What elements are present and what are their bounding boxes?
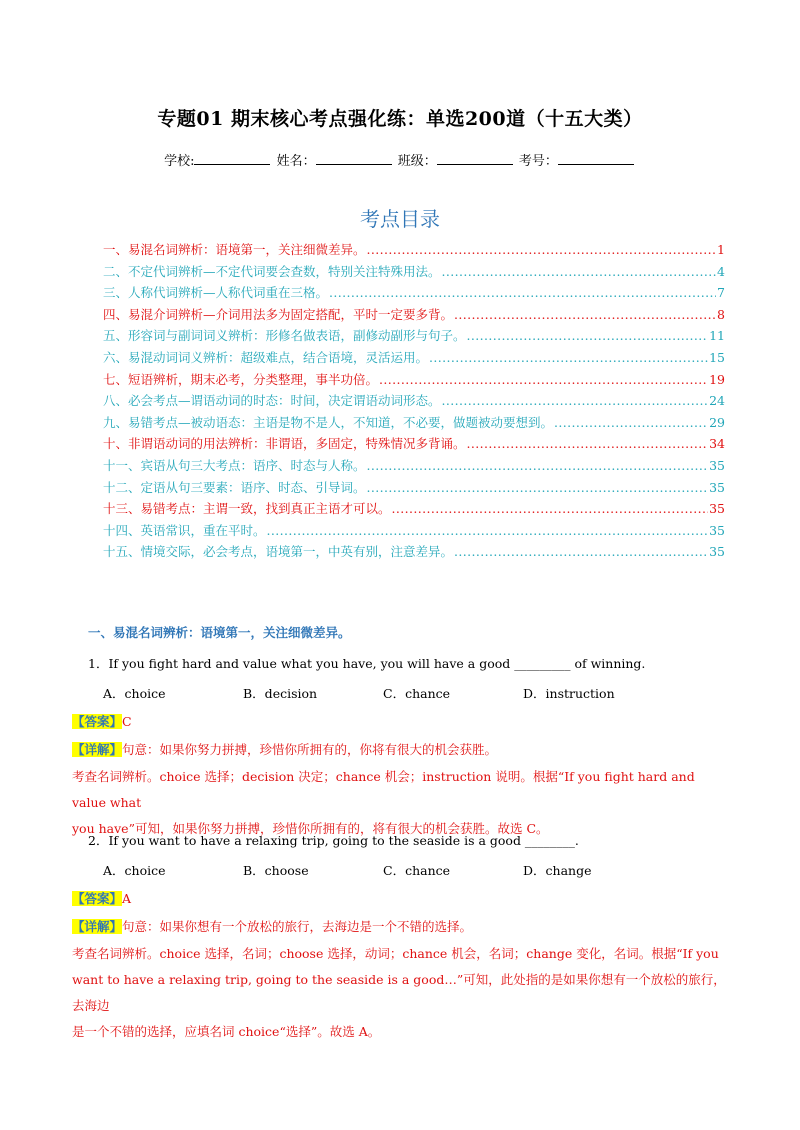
toc-entry-text: 六、易混动词词义辨析：超级难点，结合语境，灵活运用。 (103, 349, 429, 365)
toc-leader-dots (392, 501, 709, 516)
toc-entry[interactable] (103, 499, 725, 521)
toc-entry[interactable] (103, 348, 725, 370)
toc-title: 考点目录 (360, 207, 440, 231)
section-heading: 一、易混名词辨析：语境第一，关注细微差异。 (88, 625, 351, 640)
toc-entry-page: 29 (709, 414, 725, 430)
toc-entry-text: 九、易错考点—被动语态：主语是物不是人，不知道，不必要，做题被动要想到。 (103, 414, 554, 430)
toc-leader-dots (367, 242, 717, 257)
explanation (72, 941, 732, 1045)
option-b: B．choose (243, 863, 309, 878)
translation: 句意：如果你努力拼搏，珍惜你所拥有的，你将有很大的机会获胜。 (122, 742, 498, 757)
toc-entry-text: 八、必会考点—谓语动词的时态：时间，决定谓语动词形态。 (103, 393, 441, 409)
option-c: C．chance (383, 686, 451, 701)
class-label: 班级： (397, 154, 437, 169)
toc-entry[interactable] (103, 262, 725, 284)
toc-entry-page: 19 (709, 371, 725, 387)
detail-line (72, 740, 497, 758)
answer-line (72, 712, 132, 730)
answer-line (72, 889, 131, 907)
toc-entry-page: 24 (709, 393, 725, 409)
toc-entry-page: 35 (709, 544, 725, 560)
toc-leader-dots (454, 544, 708, 559)
option-d: D．change (523, 863, 592, 878)
answer-tag: 【答案】 (72, 891, 123, 906)
toc-leader-dots (554, 415, 708, 430)
detail-tag: 【详解】 (72, 919, 123, 934)
toc-entry-page: 35 (709, 457, 725, 473)
toc-entry-page: 11 (709, 328, 725, 344)
explanation-line: 考查名词辨析。choice 选择；decision 决定；chance 机会；instruction 说明。根据“If you fight hard and value what (72, 769, 695, 810)
toc-entry-page: 15 (709, 349, 725, 365)
explanation-line: you have”可知，如果你努力拼搏，珍惜你所拥有的，将有很大的机会获胜。故选 C。 (72, 821, 549, 836)
option-d: D．instruction (523, 686, 615, 701)
toc-leader-dots (454, 307, 716, 322)
translation: 句意：如果你想有一个放松的旅行，去海边是一个不错的选择。 (122, 919, 473, 934)
toc-entry[interactable] (103, 283, 725, 305)
name-label: 姓名： (276, 154, 316, 169)
explanation-line: 是一个不错的选择，应填名词 choice“选择”。故选 A。 (72, 1024, 381, 1039)
toc-leader-dots (442, 264, 717, 279)
toc-entry-page: 35 (709, 479, 725, 495)
toc-entry[interactable] (103, 456, 725, 478)
toc-entry-text: 四、易混介词辨析—介词用法多为固定搭配，平时一定要多背。 (103, 306, 454, 322)
toc-entry-text: 五、形容词与副词词义辨析：形修名做表语，副修动副形与句子。 (103, 328, 466, 344)
toc-entry-text: 二、不定代词辨析—不定代词要会查数，特别关注特殊用法。 (103, 263, 441, 279)
toc-entry-text: 十二、定语从句三要素：语序、时态、引导词。 (103, 479, 366, 495)
question-stem: 2．If you want to have a relaxing trip, going to the seaside is a good ________. (88, 833, 579, 848)
school-label: 学校: (164, 154, 195, 169)
toc-leader-dots (429, 350, 708, 365)
toc-entry-text: 十一、宾语从句三大考点：语序、时态与人称。 (103, 457, 366, 473)
toc-leader-dots (467, 436, 709, 451)
toc-entry-page: 34 (709, 436, 725, 452)
class-blank (437, 152, 513, 165)
school-blank (194, 152, 270, 165)
toc-entry-page: 1 (717, 242, 725, 257)
toc-entry[interactable] (103, 413, 725, 435)
toc-entry-page: 8 (717, 306, 725, 322)
option-a: A．choice (103, 863, 166, 878)
toc-entry-page: 7 (717, 285, 725, 301)
student-info-line (0, 150, 800, 169)
table-of-contents (103, 240, 725, 564)
toc-entry[interactable] (103, 478, 725, 500)
toc-leader-dots (367, 480, 709, 495)
explanation-line: 考查名词辨析。choice 选择，名词；choose 选择，动词；chance 机会，名词；change 变化，名词。根据“If you (72, 946, 719, 961)
option-b: B．decision (243, 686, 318, 701)
explanation-line: want to have a relaxing trip, going to the seaside is a good…”可知，此处指的是如果你想有一个放松的旅行，去海边 (72, 972, 726, 1013)
toc-leader-dots (367, 458, 709, 473)
question-options (103, 684, 663, 702)
toc-entry-text: 十四、英语常识，重在平时。 (103, 522, 266, 538)
toc-entry[interactable] (103, 391, 725, 413)
toc-entry-page: 4 (717, 263, 725, 279)
exam-number-label: 考号： (518, 154, 558, 169)
question-options (103, 861, 663, 879)
option-a: A．choice (103, 686, 166, 701)
toc-entry[interactable] (103, 370, 725, 392)
toc-entry[interactable] (103, 542, 725, 564)
toc-entry[interactable] (103, 434, 725, 456)
toc-leader-dots (267, 523, 709, 538)
toc-entry[interactable] (103, 240, 725, 262)
toc-entry-page: 35 (709, 522, 725, 538)
name-blank (316, 152, 392, 165)
toc-entry[interactable] (103, 326, 725, 348)
toc-entry-text: 十、非谓语动词的用法辨析：非谓语，多固定，特殊情况多背诵。 (103, 436, 466, 452)
toc-entry-text: 七、短语辨析，期末必考，分类整理，事半功倍。 (103, 371, 379, 387)
toc-entry-text: 三、人称代词辨析—人称代词重在三格。 (103, 285, 329, 301)
toc-leader-dots (442, 393, 709, 408)
toc-entry[interactable] (103, 521, 725, 543)
question-stem: 1．If you fight hard and value what you have, you will have a good _________ of winning. (88, 656, 646, 671)
detail-line (72, 917, 472, 935)
answer-value: C (122, 714, 132, 729)
toc-entry-page: 35 (709, 501, 725, 517)
option-c: C．chance (383, 863, 451, 878)
toc-leader-dots (329, 285, 716, 300)
answer-tag: 【答案】 (72, 714, 123, 729)
page-title: 专题01 期末核心考点强化练：单选200道（十五大类） (157, 108, 643, 130)
toc-entry-text: 一、易混名词辨析：语境第一，关注细微差异。 (103, 242, 366, 257)
answer-value: A (122, 891, 132, 906)
toc-leader-dots (379, 372, 708, 387)
detail-tag: 【详解】 (72, 742, 123, 757)
toc-entry-text: 十五、情境交际，必会考点，语境第一，中英有别，注意差异。 (103, 544, 454, 560)
toc-entry[interactable] (103, 305, 725, 327)
exam-number-blank (558, 152, 634, 165)
toc-entry-text: 十三、易错考点：主谓一致，找到真正主语才可以。 (103, 501, 391, 517)
toc-leader-dots (467, 328, 709, 343)
